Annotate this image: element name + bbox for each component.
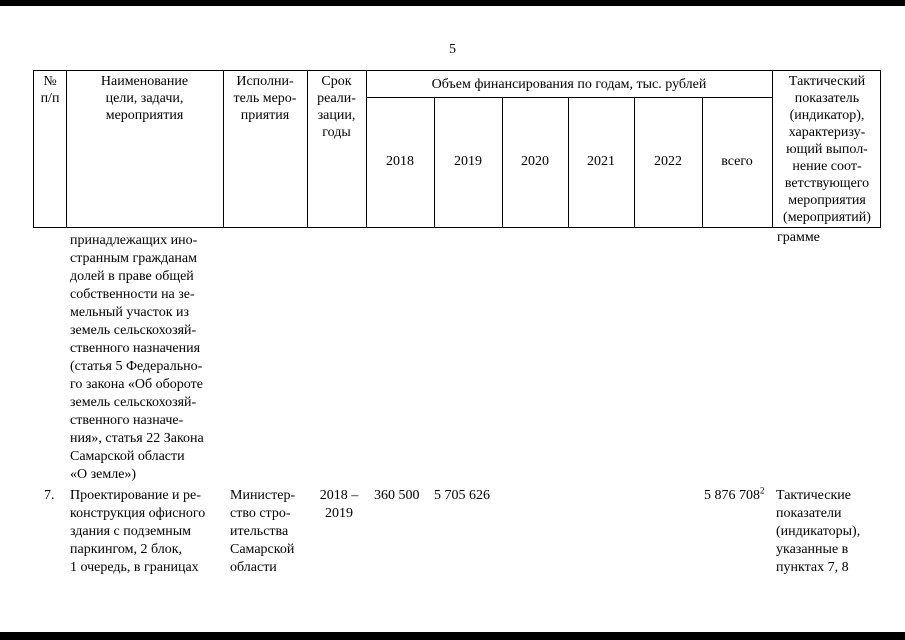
table-header [33,70,881,228]
header-executor: Исполни- тель меро- приятия [233,74,297,123]
header-num: № п/п [40,74,60,106]
row-number: 7. [44,488,55,503]
row-indicator: Тактические показатели (индикаторы), указанные в пунктах 7, 8 [776,488,861,575]
header-year: 2018 [386,154,414,169]
col-divider [366,71,367,227]
row-term: 2018 – 2019 [319,488,359,521]
header-year: 2022 [654,154,682,169]
header-indicator: Тактический показатель (индикатор), характеризу- ющий выпол- нение соот- ветствующего мероприятия (мероприятий) [783,74,871,225]
row-value-2019: 5 705 626 [434,488,490,503]
header-term: Срок реали- зации, годы [317,74,356,140]
header-year: 2021 [587,154,615,169]
row-total-value: 5 876 708 [704,488,760,503]
row-total-footnote: 2 [760,485,765,496]
header-financing: Объем финансирования по годам, тыс. рублей [431,77,707,92]
row-value-2018: 360 500 [374,488,420,503]
page-number: 5 [449,42,456,57]
top-border-bar [0,0,905,6]
header-name: Наименование цели, задачи, мероприятия [100,74,189,123]
row-name: Проектирование и ре- конструкция офисного здания с подземным паркингом, 2 блок, 1 очередь, в границах [70,488,206,575]
financing-divider [366,97,772,98]
row-executor: Министер- ство стро- ительства Самарской области [230,488,296,575]
header-year: 2019 [454,154,482,169]
continuation-indicator: грамме [777,230,820,245]
continuation-name: принадлежащих ино- странным гражданам долей в праве общей собственности на зе- мельный участок из земель сельскохозяй- ственного назначения (статья 5 Федерально- го закона «Об обороте земель сельскохозяй- ственного назначе- ния», статья 22 Закона Самарской области «О земле») [70,233,204,482]
header-total: всего [721,154,753,169]
row-total [704,487,765,505]
header-year: 2020 [521,154,549,169]
bottom-border-bar [0,632,905,640]
